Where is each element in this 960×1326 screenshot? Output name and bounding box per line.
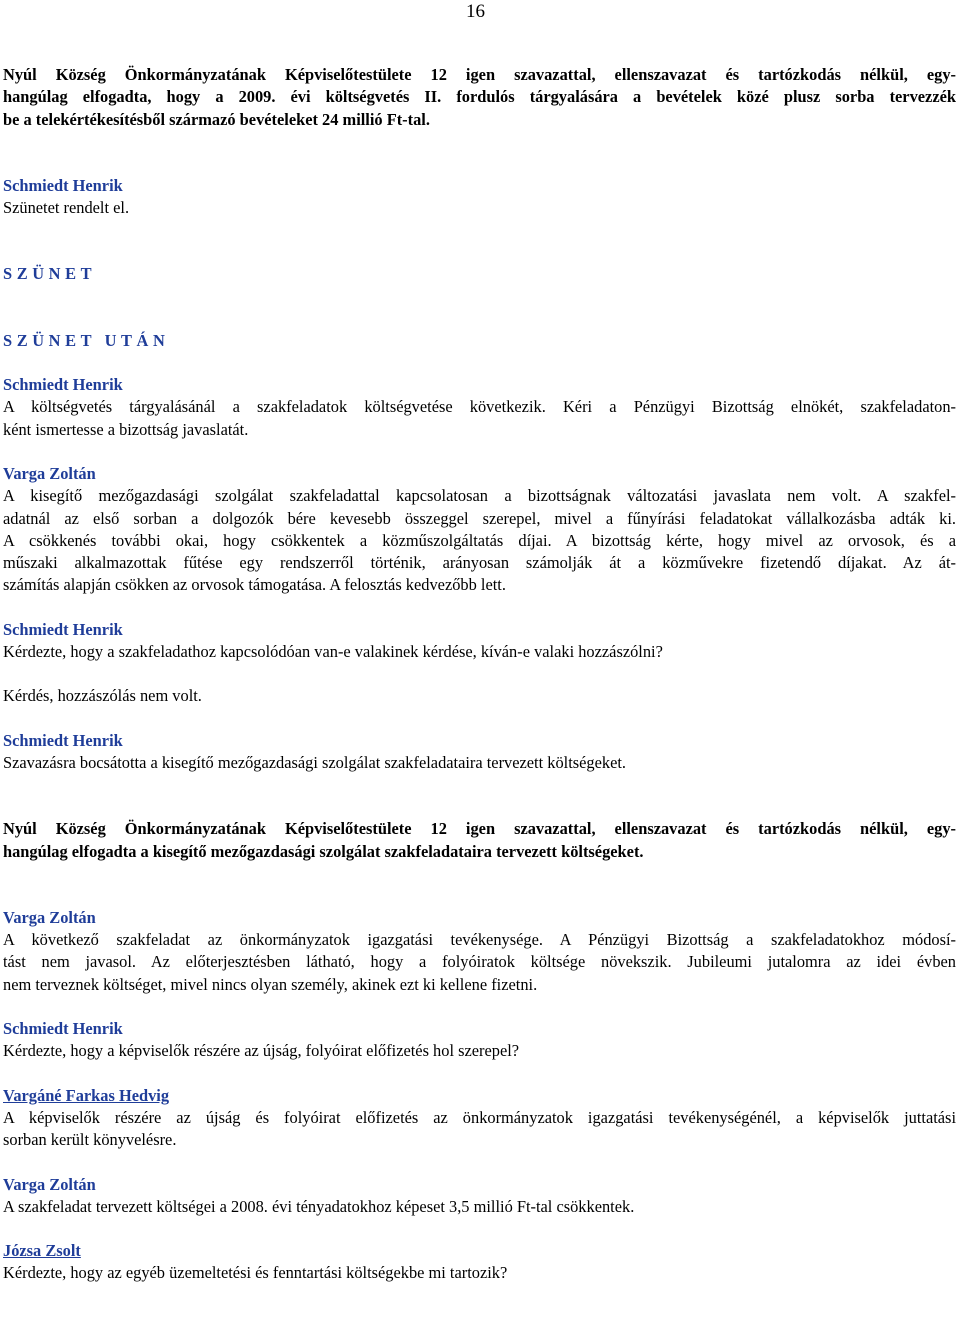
speaker-name: Varga Zoltán bbox=[3, 1174, 96, 1194]
speech-paragraph bbox=[3, 929, 956, 996]
resolution-paragraph bbox=[3, 818, 956, 863]
page-number: 16 bbox=[466, 1, 485, 22]
speech-text: Szünetet rendelt el. bbox=[3, 198, 130, 218]
speaker-name: Varga Zoltán bbox=[3, 463, 96, 483]
speech-text: Kérdés, hozzászólás nem volt. bbox=[3, 686, 202, 706]
break-heading: SZÜNET bbox=[3, 264, 97, 284]
text-line: hangúlag elfogadta, hogy a 2009. évi költségvetés II. fordulós tárgyalására a bevételek közé plusz sorba tervezzék bbox=[3, 87, 956, 107]
text-line: Nyúl Község Önkormányzatának Képviselőtestülete 12 igen szavazattal, ellenszavazat és tartózkodás nélkül, egy- bbox=[3, 65, 956, 84]
text-line: ként ismertesse a bizottság javaslatát. bbox=[3, 419, 249, 439]
document-body bbox=[3, 64, 956, 1285]
text-line: A képviselők részére az újság és folyóirat előfizetés az önkormányzatok igazgatási tevékenységénél, a képviselők juttatási bbox=[3, 1107, 956, 1127]
speaker-name: Schmiedt Henrik bbox=[3, 730, 123, 750]
text-line: tást nem javasol. Az előterjesztésben látható, hogy a folyóiratok költsége növekszik. Jubileumi jutalomra az idei évben bbox=[3, 952, 956, 972]
speaker-name: Schmiedt Henrik bbox=[3, 1019, 123, 1039]
speaker-name: Józsa Zsolt bbox=[3, 1241, 81, 1261]
text-line: műszaki alkalmazottak fűtése egy rendszerről történik, arányosan számolják át a közművekre fizetendő díjakat. Az át- bbox=[3, 553, 956, 573]
text-line: A kisegítő mezőgazdasági szolgálat szakfeladattal kapcsolatosan a bizottságnak változatási javaslata nem volt. A szakfel- bbox=[3, 486, 956, 506]
speech-text: Kérdezte, hogy az egyéb üzemeltetési és fenntartási költségekbe mi tartozik? bbox=[3, 1263, 508, 1283]
speech-text: Szavazásra bocsátotta a kisegítő mezőgazdasági szolgálat szakfeladataira tervezett költségeket. bbox=[3, 752, 627, 772]
text-line: be a telekértékesítésből származó bevételeket 24 millió Ft-tal. bbox=[3, 109, 430, 129]
resolution-paragraph bbox=[3, 64, 956, 131]
speech-text: A szakfeladat tervezett költségei a 2008. évi tényadatokhoz képeset 3,5 millió Ft-tal csökkentek. bbox=[3, 1196, 635, 1216]
text-line: hangúlag elfogadta a kisegítő mezőgazdasági szolgálat szakfeladataira tervezett költségeket. bbox=[3, 841, 644, 861]
speech-paragraph bbox=[3, 485, 956, 596]
text-line: sorban került könyvelésre. bbox=[3, 1130, 177, 1150]
text-line: A csökkenés további okai, hogy csökkentek a közműszolgáltatás díjai. A bizottság kérte, hogy mivel az orvosok, és a bbox=[3, 530, 956, 550]
text-line: Nyúl Község Önkormányzatának Képviselőtestülete 12 igen szavazattal, ellenszavazat és tartózkodás nélkül, egy- bbox=[3, 819, 956, 839]
text-line: A következő szakfeladat az önkormányzatok igazgatási tevékenysége. A Pénzügyi Bizottság a szakfeladatokhoz módosí- bbox=[3, 930, 956, 950]
text-line: adatnál az első sorban a dolgozók bére kevesebb összeggel szerepel, mivel a fűnyírási feladatokat vállalkozásba adták ki. bbox=[3, 508, 956, 528]
speech-paragraph bbox=[3, 396, 956, 441]
speaker-name: Schmiedt Henrik bbox=[3, 619, 123, 639]
text-line: nem terveznek költséget, mivel nincs olyan személy, akinek ezt ki kellene fizetni. bbox=[3, 974, 538, 994]
speaker-name: Schmiedt Henrik bbox=[3, 375, 123, 395]
text-line: A költségvetés tárgyalásánál a szakfeladatok költségvetése következik. Kéri a Pénzügyi Bizottság elnökét, szakfeladaton- bbox=[3, 397, 956, 417]
speaker-name: Varga Zoltán bbox=[3, 907, 96, 927]
speech-text: Kérdezte, hogy a képviselők részére az újság, folyóirat előfizetés hol szerepel? bbox=[3, 1041, 520, 1061]
after-break-heading: SZÜNET UTÁN bbox=[3, 330, 170, 350]
speaker-name: Vargáné Farkas Hedvig bbox=[3, 1085, 170, 1105]
text-line: számítás alapján csökken az orvosok támogatása. A felosztás kedvezőbb lett. bbox=[3, 575, 506, 595]
speech-paragraph bbox=[3, 1107, 956, 1152]
speech-text: Kérdezte, hogy a szakfeladathoz kapcsolódóan van-e valakinek kérdése, kíván-e valaki hozzászólni? bbox=[3, 642, 663, 662]
speaker-name: Schmiedt Henrik bbox=[3, 175, 123, 195]
